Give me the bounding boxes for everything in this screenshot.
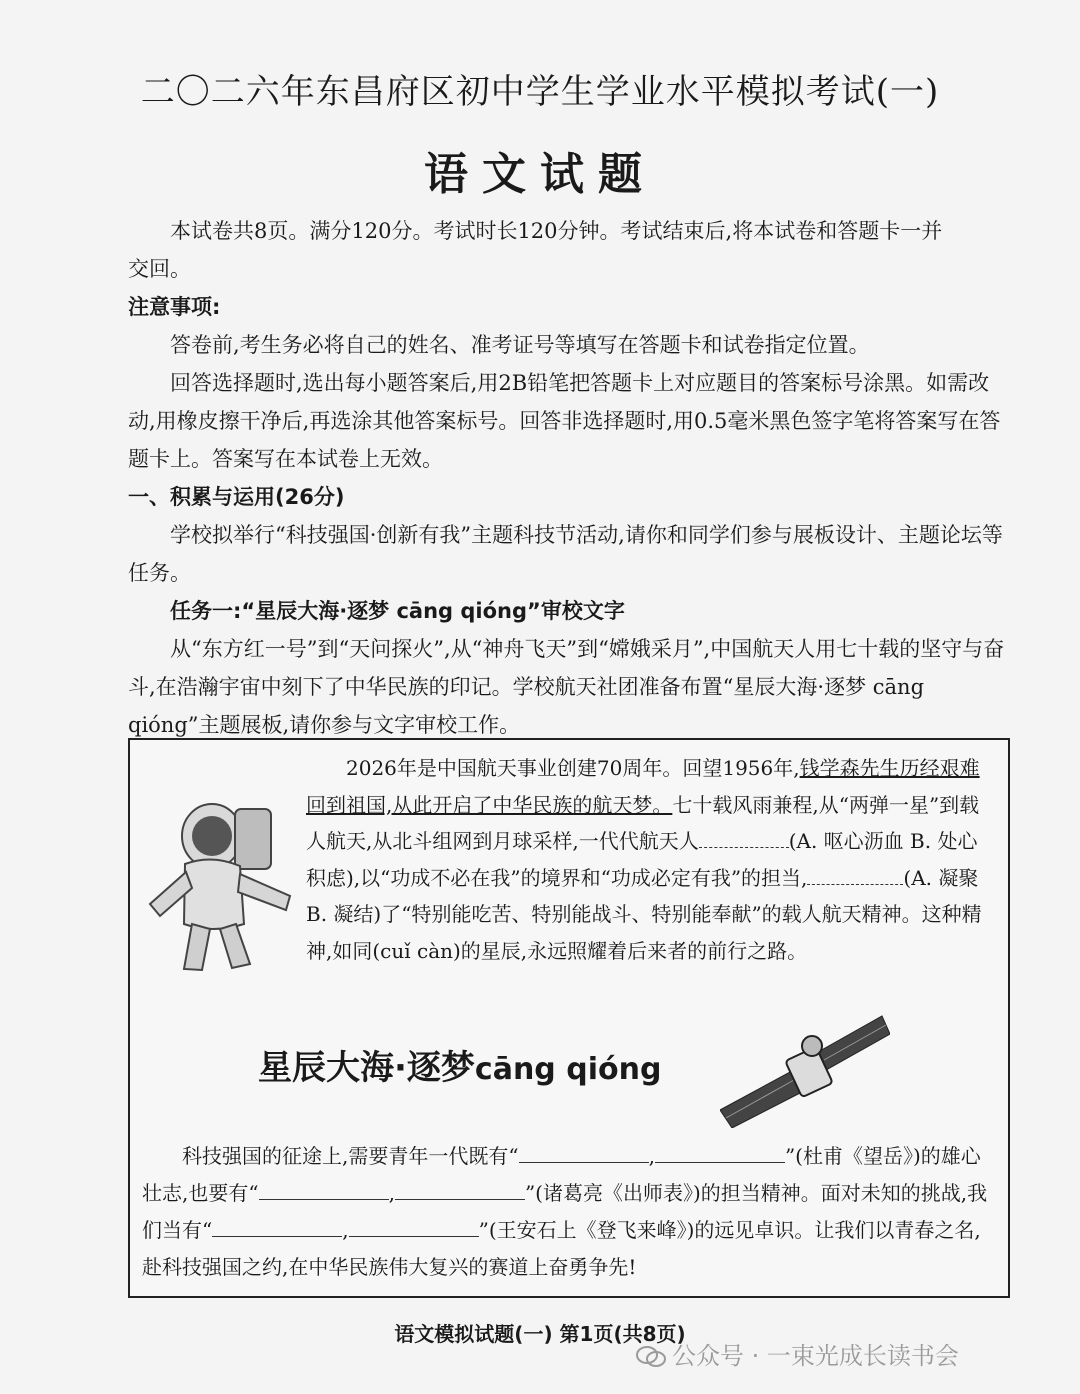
watermark (636, 1336, 959, 1371)
instructions (128, 212, 1012, 744)
watermark-text: 公众号 · 一束光成长读书会 (672, 1342, 959, 1370)
board-banner (258, 1040, 661, 1089)
display-board (128, 738, 1010, 1298)
answer-blank-7[interactable] (212, 1218, 342, 1237)
section1-heading: 一、积累与运用(26分) (128, 485, 345, 509)
board-paragraph-2 (142, 1138, 998, 1286)
answer-blank-6[interactable] (395, 1181, 525, 1200)
board-p1-c: (A. 呕心沥血 B. 处心积虑),以“功成不必在我”的境界和“功成必定有我”的担当, (306, 829, 978, 890)
board-p2-d: ”(王安石上《登飞来峰》)的远见卓识。让我们以青春之名,赴科技强国之约,在中华民族伟大复兴的赛道上奋勇争先! (142, 1218, 981, 1279)
page-footer: 语文模拟试题(一) 第1页(共8页) (394, 1322, 686, 1346)
note-1: 答卷前,考生务必将自己的姓名、准考证号等填写在答题卡和试卷指定位置。 (170, 333, 870, 357)
exam-title: 二〇二六年东昌府区初中学生学业水平模拟考试(一) (140, 72, 940, 112)
answer-blank-8[interactable] (349, 1218, 479, 1237)
note-2: 回答选择题时,选出每小题答案后,用2B铅笔把答题卡上对应题目的答案标号涂黑。如需改动,用橡皮擦干净后,再选涂其他答案标号。回答非选择题时,用0.5毫米黑色签字笔将答案写在答题卡上。答案写在本试卷上无效。 (128, 371, 1001, 471)
subject-title: 语文试题 (424, 149, 656, 200)
answer-blank-3[interactable] (519, 1144, 649, 1163)
board-comma-2: , (388, 1181, 395, 1205)
wechat-icon (636, 1345, 666, 1369)
board-p1-b: 七十载风雨兼程,从“两弹一星”到载人航天,从北斗组网到月球采样,一代代航天人 (306, 792, 980, 853)
task1-heading: 任务一:“星辰大海·逐梦 cāng qióng”审校文字 (170, 599, 625, 623)
board-paragraph-1 (306, 750, 996, 969)
banner-chinese: 星辰大海·逐梦 (258, 1048, 475, 1088)
answer-blank-2[interactable] (807, 866, 903, 885)
board-p2-a: 科技强国的征途上,需要青年一代既有“ (182, 1144, 519, 1168)
board-comma-3: , (342, 1218, 349, 1242)
board-p1-a: 2026年是中国航天事业创建70周年。回望1956年, (346, 756, 800, 780)
board-p2-c: ”(诸葛亮《出师表》)的担当精神。面对未知的挑战,我们当有“ (142, 1181, 988, 1242)
astronaut-image (140, 784, 300, 974)
banner-pinyin: cāng qióng (474, 1052, 662, 1087)
notes-heading: 注意事项: (128, 295, 221, 319)
intro-line1: 本试卷共8页。满分120分。考试时长120分钟。考试结束后,将本试卷和答题卡一并 (170, 219, 943, 243)
board-p2-b: ”(杜甫《望岳》)的雄心壮志,也要有“ (142, 1144, 981, 1205)
intro-line2: 交回。 (128, 257, 191, 281)
answer-blank-5[interactable] (259, 1181, 389, 1200)
board-p1-underlined: 钱学森先生历经艰难回到祖国,从此开启了中华民族的航天梦。 (306, 756, 980, 817)
satellite-image (720, 1008, 890, 1128)
board-comma-1: , (648, 1144, 655, 1168)
answer-blank-1[interactable] (699, 829, 789, 848)
section1-intro: 学校拟举行“科技强国·创新有我”主题科技节活动,请你和同学们参与展板设计、主题论坛等任务。 (128, 523, 1003, 585)
board-p1-d: (A. 凝聚 B. 凝结)了“特别能吃苦、特别能战斗、特别能奉献”的载人航天精神。这种精神,如同(cuǐ càn)的星辰,永远照耀着后来者的前行之路。 (306, 865, 982, 963)
answer-blank-4[interactable] (655, 1144, 785, 1163)
task1-text: 从“东方红一号”到“天问探火”,从“神舟飞天”到“嫦娥采月”,中国航天人用七十载的坚守与奋斗,在浩瀚宇宙中刻下了中华民族的印记。学校航天社团准备布置“星辰大海·逐梦 cāng qióng”主题展板,请你参与文字审校工作。 (128, 637, 1005, 737)
